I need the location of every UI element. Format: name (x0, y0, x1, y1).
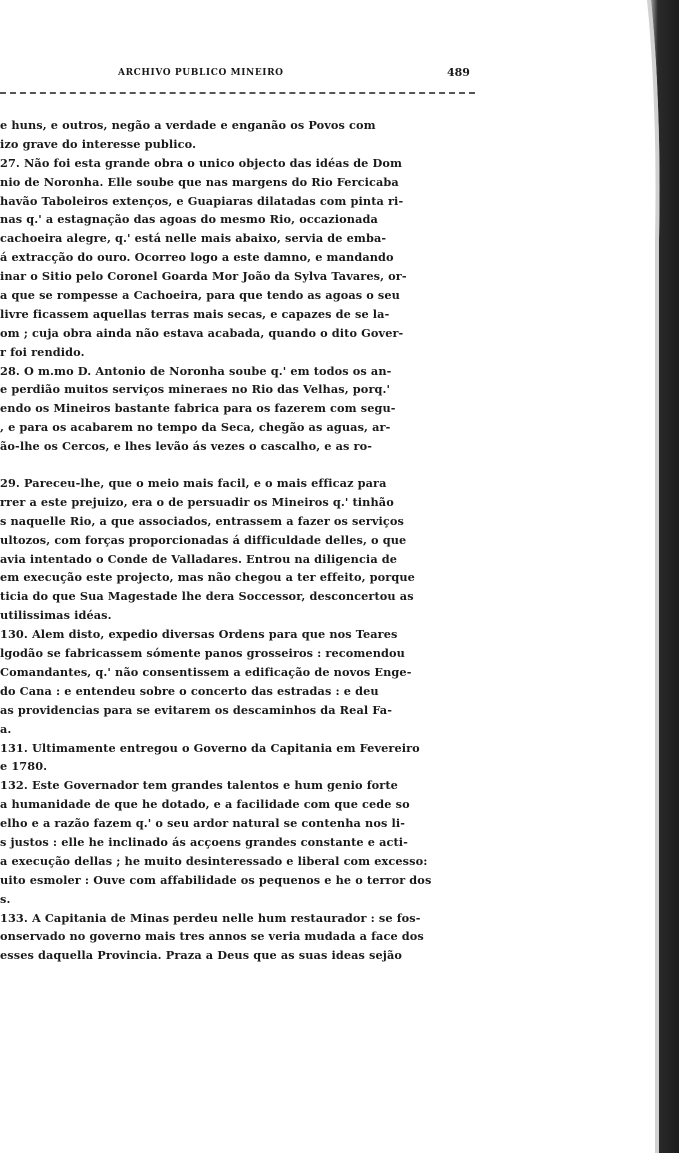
paragraph-b-line: 133. A Capitania de Minas perdeu nelle hum restaurador : se fos- (0, 910, 421, 925)
paragraph-gap (0, 456, 478, 474)
paragraph-a-line: cachoeira alegre, q.' está nelle mais abaixo, servia de emba- (0, 231, 387, 246)
paragraph-a-line: 27. Não foi esta grande obra o unico objecto das idéas de Dom (0, 155, 403, 170)
paragraph-b-line: Comandantes, q.' não consentissem a edificação de novos Enge- (0, 664, 412, 679)
paragraph-b-line: s naquelle Rio, a que associados, entrassem a fazer os serviços (0, 513, 404, 528)
paragraph-a-line: nas q.' a estagnação das agoas do mesmo Rio, occazionada (0, 212, 378, 227)
paragraph-b-line: ticia do que Sua Magestade lhe dera Soccessor, desconcertou as (0, 589, 414, 604)
paragraph-b-line: esses daquella Provincia. Praza a Deus que as suas ideas sejão (0, 948, 403, 963)
paragraph-a-line: inar o Sitio pelo Coronel Goarda Mor João da Sylva Tavares, or- (0, 269, 407, 284)
paragraph-b-line: s justos : elle he inclinado ás acçoens grandes constante e acti- (0, 834, 408, 849)
paragraph-a-line: izo grave do interesse publico. (0, 136, 197, 151)
paragraph-block-a (0, 116, 478, 456)
gutter-shadow-shape (587, 0, 679, 1153)
paragraph-b-line: a humanidade de que he dotado, e a facilidade com que cede so (0, 797, 410, 812)
paragraph-b-line: lgodão se fabricassem sómente panos grosseiros : recomendou (0, 646, 405, 661)
paragraph-b-line: rrer a este prejuizo, era o de persuadir os Mineiros q.' tinhão (0, 494, 394, 509)
paragraph-block-b (0, 474, 478, 965)
page-number: 489 (447, 66, 470, 79)
paragraph-b-line: em execução este projecto, mas não chegou a ter effeito, porque (0, 570, 415, 585)
paragraph-b-line: 130. Alem disto, expedio diversas Ordens para que nos Teares (0, 627, 398, 642)
paragraph-b-line: 131. Ultimamente entregou o Governo da Capitania em Fevereiro (0, 740, 420, 755)
paragraph-a-line: endo os Mineiros bastante fabrica para os fazerem com segu- (0, 401, 396, 416)
book-gutter-shadow (587, 0, 679, 1153)
paragraph-b-line: 132. Este Governador tem grandes talentos e hum genio forte (0, 778, 398, 793)
paragraph-a-line: nio de Noronha. Elle soube que nas margens do Rio Fercicaba (0, 174, 399, 189)
running-title: ARCHIVO PUBLICO MINEIRO (118, 68, 284, 78)
paragraph-a-line: á extracção do ouro. Ocorreo logo a este damno, e mandando (0, 250, 394, 265)
paragraph-a-line: r foi rendido. (0, 344, 85, 359)
paragraph-b-line: uito esmoler : Ouve com affabilidade os pequenos e he o terror dos (0, 872, 432, 887)
paragraph-a-line: 28. O m.mo D. Antonio de Noronha soube q.' em todos os an- (0, 363, 392, 378)
paragraph-b-line: e 1780. (0, 759, 48, 774)
paragraph-b-line: elho e a razão fazem q.' o seu ardor natural se contenha nos li- (0, 816, 406, 831)
paragraph-a-line: havão Taboleiros extenços, e Guapiaras dilatadas com pinta ri- (0, 193, 404, 208)
body-text (0, 116, 478, 965)
paragraph-b-line: a. (0, 721, 12, 736)
paragraph-b-line: avia intentado o Conde de Valladares. Entrou na diligencia de (0, 551, 398, 566)
paragraph-b-line: a execução dellas ; he muito desinteressado e liberal com excesso: (0, 853, 428, 868)
header-rule (0, 92, 475, 94)
paragraph-a-line: e huns, e outros, negão a verdade e enganão os Povos com (0, 118, 376, 132)
paragraph-b-line: utilissimas idéas. (0, 608, 112, 623)
paragraph-b-line: s. (0, 891, 11, 906)
paragraph-b-line: 29. Pareceu-lhe, que o meio mais facil, e o mais efficaz para (0, 476, 387, 491)
paragraph-a-line: livre ficassem aquellas terras mais secas, e capazes de se la- (0, 306, 390, 321)
paragraph-a-line: e perdião muitos serviços mineraes no Rio das Velhas, porq.' (0, 382, 391, 397)
paragraph-b-line: do Cana : e entendeu sobre o concerto das estradas : e deu (0, 683, 379, 698)
paragraph-a-line: om ; cuja obra ainda não estava acabada, quando o dito Gover- (0, 325, 404, 340)
paragraph-a-line: a que se rompesse a Cachoeira, para que tendo as agoas o seu (0, 288, 400, 303)
paragraph-b-line: onservado no governo mais tres annos se veria mudada a face dos (0, 929, 424, 944)
paragraph-b-line: as providencias para se evitarem os descaminhos da Real Fa- (0, 702, 393, 717)
paragraph-a-line: , e para os acabarem no tempo da Seca, chegão as aguas, ar- (0, 420, 391, 435)
paragraph-b-line: ultozos, com forças proporcionadas á difficuldade delles, o que (0, 532, 407, 547)
paragraph-a-line: ão-lhe os Cercos, e lhes levão ás vezes o cascalho, e as ro- (0, 439, 373, 454)
